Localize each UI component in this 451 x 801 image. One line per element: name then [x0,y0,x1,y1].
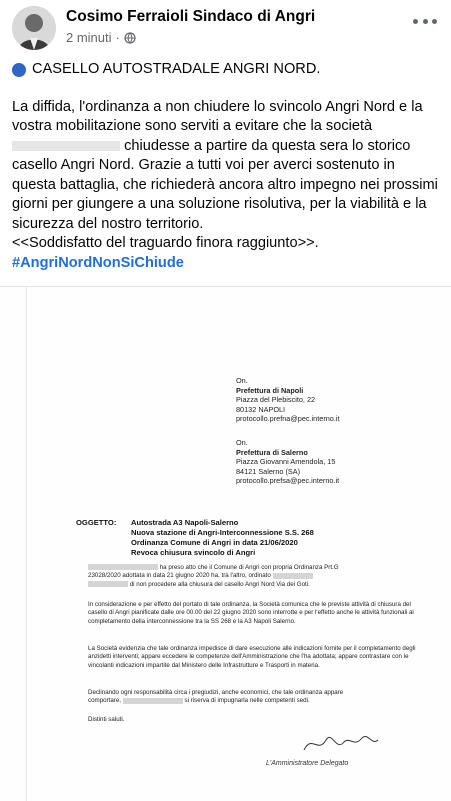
redacted-text [123,698,183,704]
oggetto-label: OGGETTO: [76,518,117,527]
oggetto-block: OGGETTO: Autostrada A3 Napoli-Salerno Nuova stazione di Angri-Interconnessione S.S. 268 Ordinanza Comune di Angri in data 21/06/2020 Revoca chiusura svincolo di Angri [76,518,314,557]
post-body [12,60,442,273]
avatar-photo-icon [12,6,56,50]
doc-signature: L'Amministratore Delegato [266,760,349,767]
doc-paragraph-4: Declinando ogni responsabilità circa i pregiudizi, anche economici, che tale ordinanza appare comportare, si riserva di impugnarla nelle competenti sedi. [88,689,344,705]
meta-separator: · [115,30,120,45]
redacted-text [12,141,120,151]
doc-closing: Distinti saluti. [88,716,125,723]
avatar[interactable] [12,6,56,50]
globe-icon [124,32,136,44]
post-header [0,0,451,58]
page-crease [26,287,27,801]
redacted-text [88,581,128,587]
recipient-napoli: On. Prefettura di Napoli Piazza del Plebiscito, 22 80132 NAPOLI protocollo.prefna@pec.interno.it [236,376,340,424]
post-quote: <<Soddisfatto del traguardo finora raggiunto>>. [12,235,319,251]
post-meta [66,30,136,45]
recipient-salerno: On. Prefettura di Salerno Piazza Giovanni Amendola, 15 84121 Salerno (SA) protocollo.prefsa@pec.interno.it [236,438,340,486]
more-options-icon[interactable] [413,14,437,28]
signature-scribble-icon [300,728,380,758]
redacted-text [88,564,158,570]
doc-paragraph-1: ha preso atto che il Comune di Angri con propria Ordinanza Prt.G 23028/2020 adottata in data 21 giugno 2020 ha, tra l'altro, ordinato di non procedere alla chiusura del casello Angri Nord Via dei Goti. [88,564,339,588]
hashtag-link[interactable]: #AngriNordNonSiChiude [12,254,184,271]
redacted-text [273,573,313,579]
post-text-part-1: La diffida, l'ordinanza a non chiudere lo svincolo Angri Nord e la vostra mobilitazione sono serviti a evitare che la società [12,98,423,134]
post-author[interactable]: Cosimo Ferraioli Sindaco di Angri [66,8,316,25]
post-title: CASELLO AUTOSTRADALE ANGRI NORD. [32,61,321,77]
post-text-part-2: chiudesse a partire da questa sera lo storico casello Angri Nord. Grazie a tutti voi per averci sostenuto in questa battaglia, che richiederà ancora altro impegno nei prossimi giorni per giungere a una soluzione risolutiva, per la viabilità e la sicurezza del nostro territorio. [12,137,438,232]
post-time[interactable]: 2 minuti [66,30,112,45]
post-paragraph [12,98,442,235]
doc-paragraph-3: La Società evidenzia che tale ordinanza impedisce di dare esecuzione alle indicazioni fornite per il completamento degli anzidetti interventi; appare eccedere le competenze dell'Amministrazione che l'ha adottata; appare contrastare con le vincolanti indicazioni impartite dal Ministero delle Infrastrutture e Trasporti in materia. [88,645,416,669]
blue-circle-icon [12,63,26,77]
post-title-line [12,60,442,80]
doc-paragraph-2: In considerazione e per effetto del portato di tale ordinanza, la Società comunica che le previste attività di chiusura del casello di Angri pianificate dalle ore 00.00 del 22 giugno 2020 sono interrotte e per l'effetto anche le attività funzionali al completamento della interconnessione tra la SS 268 e la A3 Napoli Salerno. [88,601,414,625]
